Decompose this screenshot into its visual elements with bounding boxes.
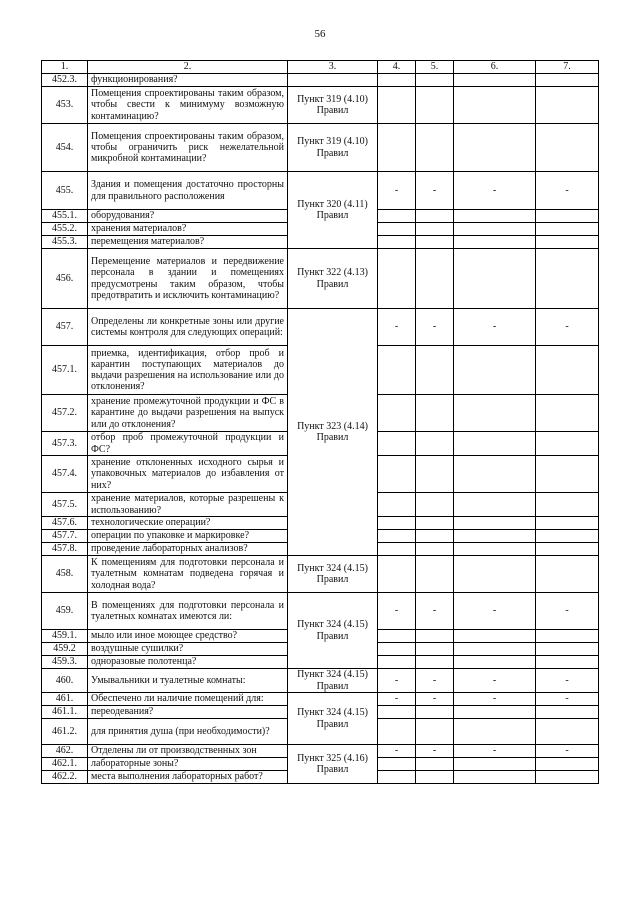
table-row [42, 669, 599, 693]
answer-cell[interactable] [378, 87, 416, 124]
na-mark: - [416, 693, 454, 706]
na-mark: - [454, 593, 536, 630]
answer-cell[interactable] [416, 223, 454, 236]
answer-cell[interactable] [378, 771, 416, 784]
na-mark: - [378, 593, 416, 630]
answer-cell[interactable] [536, 210, 599, 223]
answer-cell[interactable] [536, 432, 599, 456]
na-mark: - [416, 172, 454, 210]
answer-cell[interactable] [416, 236, 454, 249]
answer-cell[interactable] [454, 630, 536, 643]
table-row [42, 249, 599, 309]
answer-cell[interactable] [416, 656, 454, 669]
question-text: лабораторные зоны? [88, 758, 288, 771]
answer-cell[interactable] [536, 556, 599, 593]
item-number: 457.2. [42, 395, 88, 432]
answer-cell[interactable] [536, 236, 599, 249]
answer-cell[interactable] [416, 249, 454, 309]
question-text: В помещениях для подготовки персонала и туалетных комнатах имеются ли: [88, 593, 288, 630]
answer-cell[interactable] [378, 517, 416, 530]
answer-cell[interactable] [454, 395, 536, 432]
answer-cell[interactable] [416, 556, 454, 593]
question-text: операции по упаковке и маркировке? [88, 530, 288, 543]
table-row [42, 593, 599, 630]
answer-cell[interactable] [454, 236, 536, 249]
reference-cell: Пункт 324 (4.15) Правил [288, 693, 378, 745]
reference-cell: Пункт 325 (4.16) Правил [288, 745, 378, 784]
answer-cell[interactable] [536, 706, 599, 719]
answer-cell[interactable] [454, 249, 536, 309]
na-mark: - [536, 172, 599, 210]
table-row [42, 124, 599, 172]
answer-cell[interactable] [378, 249, 416, 309]
answer-cell[interactable] [536, 124, 599, 172]
col-header-5: 5. [416, 61, 454, 74]
answer-cell[interactable] [536, 543, 599, 556]
answer-cell[interactable] [454, 530, 536, 543]
question-text: для принятия душа (при необходимости)? [88, 719, 288, 745]
answer-cell[interactable] [416, 543, 454, 556]
question-text: Помещения спроектированы таким образом, чтобы свести к минимуму возможную контаминацию? [88, 87, 288, 124]
item-number: 457.7. [42, 530, 88, 543]
answer-cell[interactable] [378, 124, 416, 172]
answer-cell[interactable] [416, 530, 454, 543]
answer-cell[interactable] [454, 706, 536, 719]
item-number: 457.5. [42, 493, 88, 517]
na-mark: - [454, 693, 536, 706]
question-text: хранение промежуточной продукции и ФС в карантине до выдачи разрешения на выпуск или до отклонения? [88, 395, 288, 432]
reference-cell [288, 74, 378, 87]
answer-cell[interactable] [416, 493, 454, 517]
answer-cell[interactable] [536, 656, 599, 669]
question-text: отбор проб промежуточной продукции и ФС? [88, 432, 288, 456]
answer-cell[interactable] [454, 543, 536, 556]
question-text: Умывальники и туалетные комнаты: [88, 669, 288, 693]
na-mark: - [416, 593, 454, 630]
answer-cell[interactable] [378, 456, 416, 493]
answer-cell[interactable] [454, 210, 536, 223]
answer-cell[interactable] [454, 74, 536, 87]
na-mark: - [454, 745, 536, 758]
answer-cell[interactable] [536, 74, 599, 87]
table-row [42, 74, 599, 87]
question-text: места выполнения лабораторных работ? [88, 771, 288, 784]
answer-cell[interactable] [378, 630, 416, 643]
na-mark: - [378, 172, 416, 210]
answer-cell[interactable] [454, 223, 536, 236]
answer-cell[interactable] [454, 656, 536, 669]
answer-cell[interactable] [536, 517, 599, 530]
item-number: 461.2. [42, 719, 88, 745]
item-number: 459. [42, 593, 88, 630]
na-mark: - [378, 309, 416, 346]
item-number: 452.3. [42, 74, 88, 87]
answer-cell[interactable] [378, 210, 416, 223]
question-text: Отделены ли от производственных зон [88, 745, 288, 758]
header-row [42, 61, 599, 74]
reference-cell: Пункт 324 (4.15) Правил [288, 593, 378, 669]
answer-cell[interactable] [416, 630, 454, 643]
col-header-1: 1. [42, 61, 88, 74]
answer-cell[interactable] [378, 236, 416, 249]
answer-cell[interactable] [536, 771, 599, 784]
answer-cell[interactable] [536, 346, 599, 395]
item-number: 457. [42, 309, 88, 346]
table-row [42, 309, 599, 346]
question-text: К помещениям для подготовки персонала и туалетным комнатам подведена горячая и холодная вода? [88, 556, 288, 593]
answer-cell[interactable] [416, 395, 454, 432]
reference-cell: Пункт 323 (4.14) Правил [288, 309, 378, 556]
answer-cell[interactable] [378, 706, 416, 719]
col-header-2: 2. [88, 61, 288, 74]
answer-cell[interactable] [416, 517, 454, 530]
answer-cell[interactable] [378, 530, 416, 543]
page-number: 56 [314, 28, 326, 40]
item-number: 453. [42, 87, 88, 124]
na-mark: - [536, 669, 599, 693]
item-number: 457.8. [42, 543, 88, 556]
answer-cell[interactable] [416, 771, 454, 784]
table-row [42, 87, 599, 124]
question-text: технологические операции? [88, 517, 288, 530]
na-mark: - [454, 669, 536, 693]
answer-cell[interactable] [454, 556, 536, 593]
col-header-4: 4. [378, 61, 416, 74]
checklist-table [41, 60, 599, 784]
answer-cell[interactable] [454, 432, 536, 456]
item-number: 457.6. [42, 517, 88, 530]
answer-cell[interactable] [536, 493, 599, 517]
item-number: 457.1. [42, 346, 88, 395]
answer-cell[interactable] [536, 630, 599, 643]
question-text: оборудования? [88, 210, 288, 223]
na-mark: - [454, 172, 536, 210]
answer-cell[interactable] [378, 556, 416, 593]
reference-cell: Пункт 319 (4.10) Правил [288, 124, 378, 172]
question-text: хранение материалов, которые разрешены к использованию? [88, 493, 288, 517]
na-mark: - [536, 309, 599, 346]
item-number: 459.2 [42, 643, 88, 656]
answer-cell[interactable] [536, 249, 599, 309]
answer-cell[interactable] [416, 643, 454, 656]
col-header-6: 6. [454, 61, 536, 74]
item-number: 459.3. [42, 656, 88, 669]
answer-cell[interactable] [536, 395, 599, 432]
reference-cell: Пункт 322 (4.13) Правил [288, 249, 378, 309]
question-text: Здания и помещения достаточно просторны для правильного расположения [88, 172, 288, 210]
na-mark: - [378, 669, 416, 693]
answer-cell[interactable] [536, 643, 599, 656]
question-text: Помещения спроектированы таким образом, чтобы ограничить риск нежелательной микробной контаминации? [88, 124, 288, 172]
question-text: функционирования? [88, 74, 288, 87]
answer-cell[interactable] [536, 719, 599, 745]
table-row [42, 556, 599, 593]
answer-cell[interactable] [416, 706, 454, 719]
question-text: Обеспечено ли наличие помещений для: [88, 693, 288, 706]
question-text: приемка, идентификация, отбор проб и карантин поступающих материалов до выдачи разрешения на использование или до отклонения? [88, 346, 288, 395]
question-text: Определены ли конкретные зоны или другие системы контроля для следующих операций: [88, 309, 288, 346]
item-number: 457.4. [42, 456, 88, 493]
na-mark: - [378, 693, 416, 706]
na-mark: - [416, 745, 454, 758]
answer-cell[interactable] [454, 87, 536, 124]
reference-cell: Пункт 320 (4.11) Правил [288, 172, 378, 249]
answer-cell[interactable] [536, 456, 599, 493]
answer-cell[interactable] [536, 758, 599, 771]
question-text: воздушные сушилки? [88, 643, 288, 656]
col-header-7: 7. [536, 61, 599, 74]
answer-cell[interactable] [416, 210, 454, 223]
na-mark: - [416, 669, 454, 693]
answer-cell[interactable] [378, 493, 416, 517]
answer-cell[interactable] [454, 643, 536, 656]
item-number: 455. [42, 172, 88, 210]
na-mark: - [454, 309, 536, 346]
question-text: Перемещение материалов и передвижение персонала в здании и помещениях предусмотрены таким образом, чтобы предотвратить и исключить контаминацию? [88, 249, 288, 309]
item-number: 455.2. [42, 223, 88, 236]
reference-cell: Пункт 319 (4.10) Правил [288, 87, 378, 124]
table-row [42, 745, 599, 758]
question-text: перемещения материалов? [88, 236, 288, 249]
na-mark: - [536, 593, 599, 630]
answer-cell[interactable] [454, 493, 536, 517]
question-text: переодевания? [88, 706, 288, 719]
na-mark: - [378, 745, 416, 758]
answer-cell[interactable] [378, 346, 416, 395]
answer-cell[interactable] [378, 656, 416, 669]
reference-cell: Пункт 324 (4.15) Правил [288, 669, 378, 693]
item-number: 455.3. [42, 236, 88, 249]
answer-cell[interactable] [416, 124, 454, 172]
na-mark: - [416, 309, 454, 346]
item-number: 462. [42, 745, 88, 758]
question-text: мыло или иное моющее средство? [88, 630, 288, 643]
item-number: 461.1. [42, 706, 88, 719]
answer-cell[interactable] [378, 543, 416, 556]
table-row [42, 172, 599, 210]
answer-cell[interactable] [378, 432, 416, 456]
answer-cell[interactable] [454, 346, 536, 395]
answer-cell[interactable] [454, 517, 536, 530]
item-number: 461. [42, 693, 88, 706]
answer-cell[interactable] [416, 87, 454, 124]
answer-cell[interactable] [416, 456, 454, 493]
na-mark: - [536, 693, 599, 706]
item-number: 457.3. [42, 432, 88, 456]
answer-cell[interactable] [416, 719, 454, 745]
item-number: 458. [42, 556, 88, 593]
answer-cell[interactable] [378, 758, 416, 771]
question-text: проведение лабораторных анализов? [88, 543, 288, 556]
reference-cell: Пункт 324 (4.15) Правил [288, 556, 378, 593]
answer-cell[interactable] [416, 346, 454, 395]
answer-cell[interactable] [378, 719, 416, 745]
answer-cell[interactable] [416, 758, 454, 771]
answer-cell[interactable] [378, 643, 416, 656]
col-header-3: 3. [288, 61, 378, 74]
item-number: 462.2. [42, 771, 88, 784]
table-row [42, 693, 599, 706]
answer-cell[interactable] [454, 456, 536, 493]
answer-cell[interactable] [378, 223, 416, 236]
answer-cell[interactable] [454, 758, 536, 771]
answer-cell[interactable] [454, 124, 536, 172]
item-number: 456. [42, 249, 88, 309]
answer-cell[interactable] [378, 74, 416, 87]
answer-cell[interactable] [416, 74, 454, 87]
answer-cell[interactable] [536, 530, 599, 543]
answer-cell[interactable] [536, 223, 599, 236]
question-text: хранения материалов? [88, 223, 288, 236]
answer-cell[interactable] [454, 771, 536, 784]
answer-cell[interactable] [378, 395, 416, 432]
question-text: одноразовые полотенца? [88, 656, 288, 669]
item-number: 455.1. [42, 210, 88, 223]
question-text: хранение отклоненных исходного сырья и упаковочных материалов до избавления от них? [88, 456, 288, 493]
na-mark: - [536, 745, 599, 758]
answer-cell[interactable] [416, 432, 454, 456]
answer-cell[interactable] [454, 719, 536, 745]
item-number: 454. [42, 124, 88, 172]
item-number: 462.1. [42, 758, 88, 771]
item-number: 460. [42, 669, 88, 693]
item-number: 459.1. [42, 630, 88, 643]
answer-cell[interactable] [536, 87, 599, 124]
